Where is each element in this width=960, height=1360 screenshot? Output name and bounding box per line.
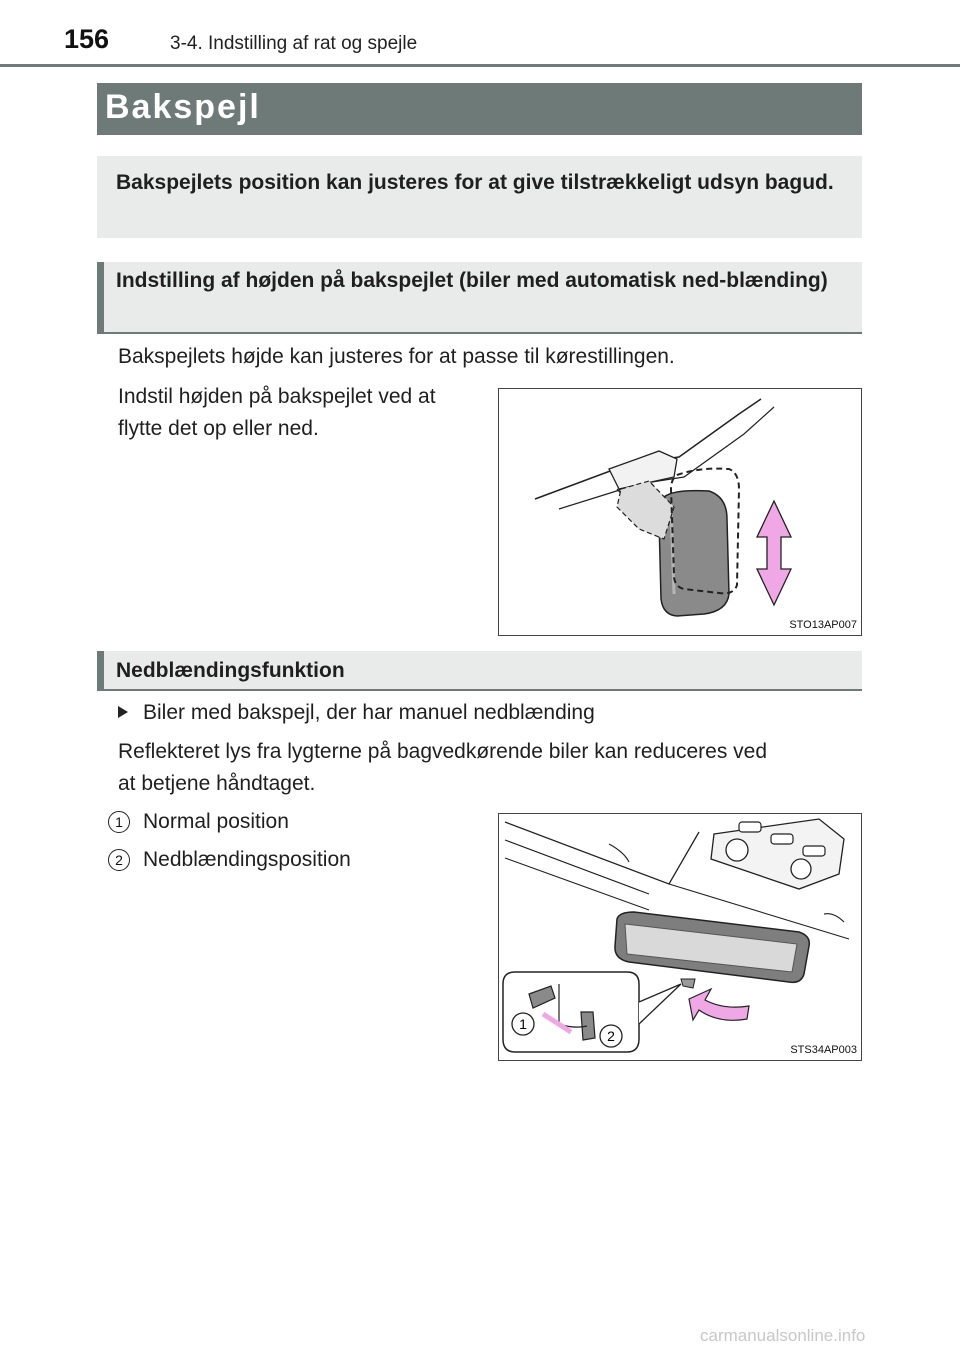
watermark: carmanualsonline.info [700, 1326, 866, 1345]
figure-mirror-dimming [498, 813, 862, 1061]
number-badge: 1 [108, 811, 130, 833]
figure-code: STO13AP007 [789, 619, 857, 631]
mirror-dimming-illustration [499, 814, 861, 1060]
paragraph-dimming-line2: at betjene håndtaget. [118, 772, 316, 795]
section-heading-height: Indstilling af højden på bakspejlet (biler med automatisk ned-blænding) [116, 269, 828, 292]
figure-mirror-height [498, 388, 862, 636]
paragraph-instruction-line2: flytte det op eller ned. [118, 417, 319, 440]
header-divider [0, 64, 960, 67]
bullet-arrow-icon [118, 706, 128, 718]
paragraph-height: Bakspejlets højde kan justeres for at passe til kørestillingen. [118, 345, 675, 368]
list-item-normal: Normal position [143, 810, 289, 833]
callout-1: 1 [519, 1016, 527, 1032]
page-number: 156 [64, 24, 110, 54]
chapter-title: 3-4. Indstilling af rat og spejle [170, 33, 418, 54]
callout-2: 2 [607, 1028, 615, 1044]
list-item-dimming: Nedblændingsposition [143, 848, 351, 871]
section-heading-dimming: Nedblændingsfunktion [116, 659, 345, 682]
number-badge: 2 [108, 849, 130, 871]
figure-code: STS34AP003 [790, 1044, 857, 1056]
intro-text: Bakspejlets position kan justeres for at give tilstrækkeligt udsyn bagud. [116, 171, 834, 194]
bullet-text: Biler med bakspejl, der har manuel nedblænding [143, 701, 595, 724]
paragraph-dimming-line1: Reflekteret lys fra lygterne på bagvedkørende biler kan reduceres ved [118, 740, 768, 763]
mirror-height-illustration [499, 389, 861, 635]
page-title: Bakspejl [105, 88, 261, 126]
paragraph-instruction-line1: Indstil højden på bakspejlet ved at [118, 385, 436, 408]
